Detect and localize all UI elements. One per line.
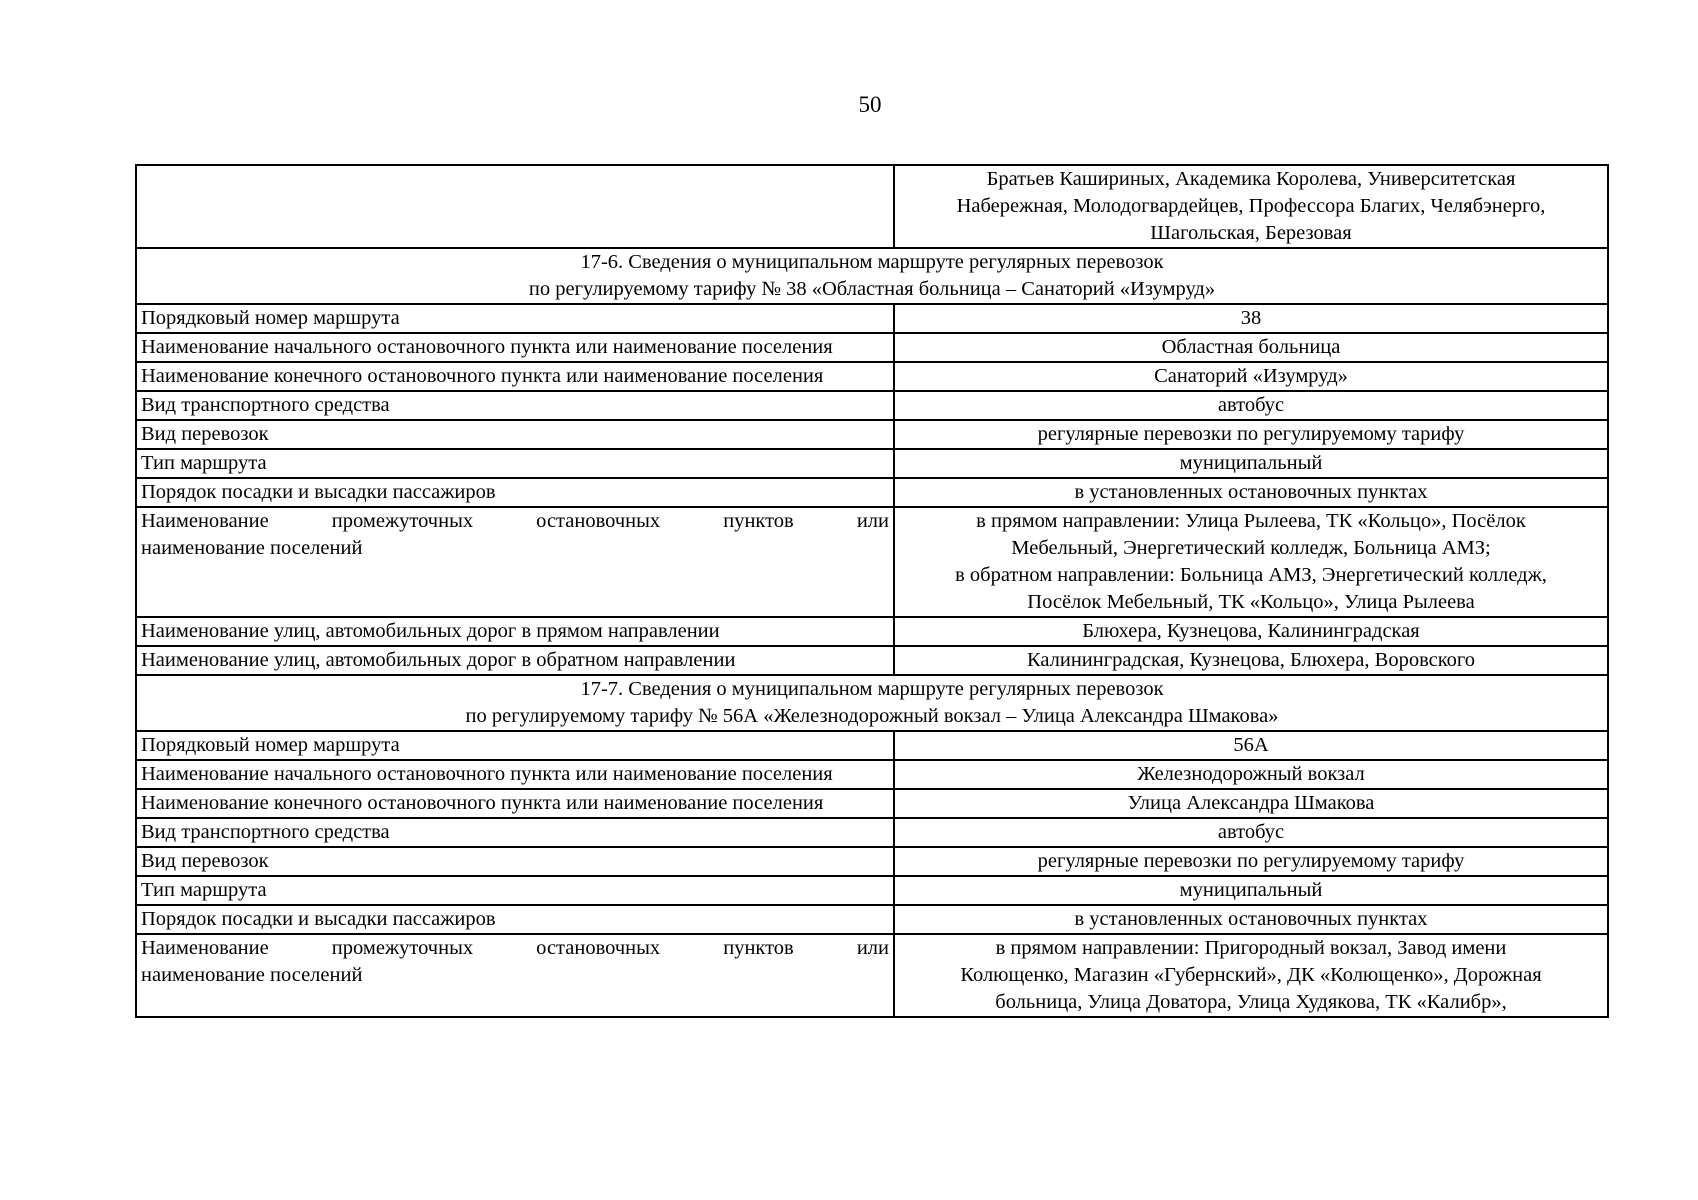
table-row xyxy=(136,304,1608,333)
row-value-line: в прямом направлении: Пригородный вокзал, Завод имени xyxy=(995,937,1507,959)
row-label xyxy=(136,934,894,1017)
row-label: Порядок посадки и высадки пассажиров xyxy=(136,478,894,507)
row-value: Областная больница xyxy=(894,333,1608,362)
row-label-line: наименование поселений xyxy=(141,537,363,559)
row-value-line: Посёлок Мебельный, ТК «Кольцо», Улица Рылеева xyxy=(1027,591,1475,613)
row-label xyxy=(136,507,894,617)
table-row xyxy=(136,847,1608,876)
continuation-empty-cell xyxy=(136,165,894,248)
row-value: 56А xyxy=(894,731,1608,760)
row-value: регулярные перевозки по регулируемому тарифу xyxy=(894,847,1608,876)
row-value: автобус xyxy=(894,818,1608,847)
table-row xyxy=(136,760,1608,789)
table-row xyxy=(136,420,1608,449)
section-heading-line: по регулируемому тарифу № 38 «Областная больница – Санаторий «Изумруд» xyxy=(528,278,1216,300)
route-table xyxy=(135,164,1609,1018)
table-row xyxy=(136,905,1608,934)
row-value: муниципальный xyxy=(894,876,1608,905)
section-heading-row xyxy=(136,675,1608,731)
row-value: муниципальный xyxy=(894,449,1608,478)
row-value xyxy=(894,507,1608,617)
continuation-line: Шагольская, Березовая xyxy=(1150,222,1352,244)
table-row xyxy=(136,507,1608,617)
row-label: Наименование начального остановочного пункта или наименование поселения xyxy=(136,333,894,362)
row-value: Железнодорожный вокзал xyxy=(894,760,1608,789)
row-value: в установленных остановочных пунктах xyxy=(894,478,1608,507)
row-label: Тип маршрута xyxy=(136,876,894,905)
row-value: Калининградская, Кузнецова, Блюхера, Воровского xyxy=(894,646,1608,675)
row-label: Вид транспортного средства xyxy=(136,391,894,420)
table-row xyxy=(136,362,1608,391)
row-label-line: Наименование промежуточных остановочных пунктов или xyxy=(141,937,889,959)
row-value-line: Мебельный, Энергетический колледж, Больница АМЗ; xyxy=(1011,537,1491,559)
table-row xyxy=(136,731,1608,760)
row-label-line: наименование поселений xyxy=(141,964,363,986)
section-heading-line: 17-7. Сведения о муниципальном маршруте регулярных перевозок xyxy=(580,678,1164,700)
row-value: Санаторий «Изумруд» xyxy=(894,362,1608,391)
continuation-streets-cell xyxy=(894,165,1608,248)
section-heading xyxy=(136,248,1608,304)
table-row xyxy=(136,478,1608,507)
table-row xyxy=(136,646,1608,675)
row-value: Блюхера, Кузнецова, Калининградская xyxy=(894,617,1608,646)
row-value: автобус xyxy=(894,391,1608,420)
row-label: Вид перевозок xyxy=(136,847,894,876)
table-row xyxy=(136,333,1608,362)
section-heading-row xyxy=(136,248,1608,304)
table-row xyxy=(136,934,1608,1017)
row-label: Наименование конечного остановочного пункта или наименование поселения xyxy=(136,789,894,818)
row-label: Наименование улиц, автомобильных дорог в прямом направлении xyxy=(136,617,894,646)
row-label-line: Наименование промежуточных остановочных пунктов или xyxy=(141,510,889,532)
row-value: в установленных остановочных пунктах xyxy=(894,905,1608,934)
section-heading-line: 17-6. Сведения о муниципальном маршруте регулярных перевозок xyxy=(580,251,1164,273)
row-label: Вид перевозок xyxy=(136,420,894,449)
row-label: Тип маршрута xyxy=(136,449,894,478)
continuation-row xyxy=(136,165,1608,248)
row-value-line: в прямом направлении: Улица Рылеева, ТК «Кольцо», Посёлок xyxy=(976,510,1526,532)
row-value-line: Колющенко, Магазин «Губернский», ДК «Колющенко», Дорожная xyxy=(960,964,1542,986)
section-heading xyxy=(136,675,1608,731)
page-number: 50 xyxy=(858,92,882,117)
row-label: Порядок посадки и высадки пассажиров xyxy=(136,905,894,934)
row-label: Порядковый номер маршрута xyxy=(136,304,894,333)
row-label: Наименование улиц, автомобильных дорог в обратном направлении xyxy=(136,646,894,675)
section-heading-line: по регулируемому тарифу № 56А «Железнодорожный вокзал – Улица Александра Шмакова» xyxy=(465,705,1279,727)
row-value: регулярные перевозки по регулируемому тарифу xyxy=(894,420,1608,449)
row-label: Наименование конечного остановочного пункта или наименование поселения xyxy=(136,362,894,391)
row-value-line: в обратном направлении: Больница АМЗ, Энергетический колледж, xyxy=(955,564,1547,586)
table-row xyxy=(136,391,1608,420)
table-row xyxy=(136,449,1608,478)
table-row xyxy=(136,818,1608,847)
table-row xyxy=(136,617,1608,646)
row-label: Порядковый номер маршрута xyxy=(136,731,894,760)
continuation-line: Набережная, Молодогвардейцев, Профессора Благих, Челябэнерго, xyxy=(956,195,1546,217)
row-value-line: больница, Улица Доватора, Улица Худякова, ТК «Калибр», xyxy=(995,991,1507,1013)
table-row xyxy=(136,876,1608,905)
row-label: Наименование начального остановочного пункта или наименование поселения xyxy=(136,760,894,789)
continuation-line: Братьев Кашириных, Академика Королева, Университетская xyxy=(986,168,1516,190)
row-value: Улица Александра Шмакова xyxy=(894,789,1608,818)
row-value xyxy=(894,934,1608,1017)
row-label: Вид транспортного средства xyxy=(136,818,894,847)
table-row xyxy=(136,789,1608,818)
row-value: 38 xyxy=(894,304,1608,333)
